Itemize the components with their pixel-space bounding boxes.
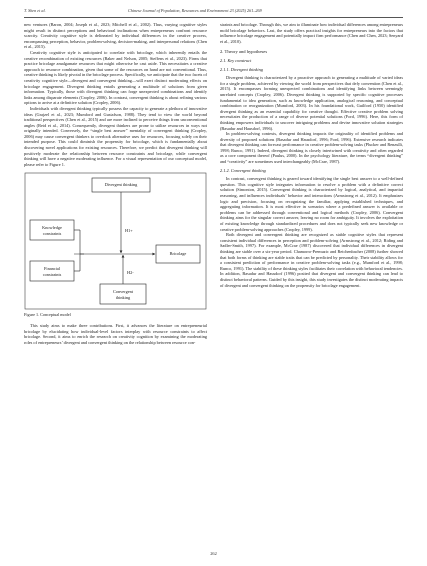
paragraph: Creativity cognitive style is anticipated to correlate with bricolage, which inherently entails the creative recombination of existing resources (Baker and Nelson, 2005; Steffens et al., 2023). Firms that practice bricolage amalgamate resources that might otherwise be cast aside. This necessitates a creative approach to resource combination, given that some of the resources on hand are not conventional. Thus, creative thinking is likely pivotal in the bricolage process. Specifically, we anticipate that the two facets of creativity cognitive style—divergent and convergent thinking—will exert distinct moderating effects on bricolage engagement. Divergent thinking entails generating a multitude of solutions from given information. Typically, those with divergent thinking can forge unexpected combinations and identify links among disparate elements (Cropley, 2006). In contrast, convergent thinking is about refining various options to arrive at a definitive solution (Cropley, 2006).	[24, 49, 207, 106]
paragraph: straints and bricolage. Through this, we aim to illuminate how individual differences among entrepreneurs mold bricolage behaviors. Last, the study offers practical insights for entrepreneurs into the factors that influence bricolage engagement and potentially impact firm performance (Chen and Chen, 2023; Senyard et al., 2010).	[220, 22, 403, 44]
subsubsection-heading: 2.1.1. Divergent thinking	[220, 66, 263, 72]
convergent-label-line1: Convergent	[113, 289, 133, 295]
conceptual-model-figure	[24, 172, 207, 310]
convergent-thinking-label	[100, 289, 146, 299]
running-header-journal: Chinese Journal of Population, Resources and Environment 23 (2025) 261–269	[128, 8, 262, 13]
right-column	[220, 22, 403, 288]
financial-label-line1: Financial	[44, 266, 60, 272]
subsubsection-heading: 2.1.2. Convergent thinking	[220, 167, 266, 173]
header-rule	[24, 17, 403, 18]
paragraph: Both divergent and convergent thinking are recognized as stable cognitive styles that represent consistent individual differences in perception and problem-solving (Armstrong et al., 2012; Riding and Sadler-Smith, 1997). For example, McCrae (1987) discovered that individual differences in divergent thinking are stable over a six-year period. Chamorro-Premuzic and Reichenbacher (2008) further showed that both forms of thinking are stable traits that can be predicted by personality. Their stability allows for a consistent prediction of performance in creative problem-solving tasks (e.g., Mumford et al., 1998; Runco, 1991). The stability of these thinking styles facilitates their correlation with behavioral tendencies. In addition, Basadur and Hausdorf (1996) posited that divergent and convergent thinking can lead to distinct behavioral patterns. Guided by this insight, this study investigates the distinct moderating impacts of divergent and convergent thinking on the propensity for bricolage engagement.	[220, 232, 403, 288]
paragraph: In contrast, convergent thinking is geared toward identifying the single best answer to a well-defined question. This cognitive style integrates information to resolve a problem with a definitive correct solution (Simonton, 2015). Convergent thinking is characterized by logical, analytical, and impartial reasoning, and influences individuals’ behavior and interactions (Armstrong et al., 2012). It emphasizes logic and precision, focusing on recognizing the familiar, applying established techniques, and aggregating information. It is most effective in scenarios where a predefined answer is available or problems can be addressed through conventional and logical methods (Cropley, 2006). Convergent thinking aims for the singular correct answer, leaving no room for ambiguity. It involves the exploitation of existing knowledge through standardized procedures and does not typically seek new knowledge or creative problem-solving approaches (Cropley, 1999).	[220, 176, 403, 232]
section-heading: 2. Theory and hypotheses	[220, 49, 268, 55]
page-number: 262	[210, 551, 217, 556]
paragraph: Individuals with divergent thinking typically possess the capacity to generate a plethora of innovative ideas (Grajzel et al., 2023; Mumford and Gustafson, 1988). They tend to view the world beyond traditional perspectives (Chen et al., 2015) and are more inclined to perceive things from unconventional angles (Reid et al., 2014). Consequently, divergent thinkers are prone to utilize resources in ways not originally intended. Conversely, the “single best answer” mentality of convergent thinking (Cropley, 2006) may cause convergent thinkers to overlook alternative uses for resources, focusing solely on their intended purpose. This could diminish the propensity for bricolage, which is fundamentally about discovering novel applications for existing resources. Therefore, we predict that divergent thinking will positively moderate the relationship between resource constraints and bricolage, while convergent thinking will have a negative moderating influence. For a visual representation of our conceptual model, please refer to Figure 1.	[24, 105, 207, 167]
financial-constraints-label	[30, 266, 74, 276]
paragraph: Divergent thinking is characterized by a proactive approach to generating a multitude of varied ideas for a single problem, achieved by viewing the world from perspectives that defy convention (Chen et al., 2015). It encompasses forming unexpected combinations and identifying links between seemingly unrelated concepts (Cropley, 2006). Divergent thinking is supported by specific cognitive processes fundamental to idea generation, such as knowledge application, analogical reasoning, and conceptual combination or reorganization (Mumford, 2003). In his foundational work, Guilford (1950) identified divergent thinking as an essential capability for creative thought. Effective creative problem solving necessitates the production of a range of diverse potential solutions (Ford, 1996). Here, this form of thinking empowers individuals to uncover intriguing problems and devise innovative solution strategies (Basadur and Hausdorf, 1996).	[220, 75, 403, 131]
knowledge-label-line2: constraints	[42, 230, 62, 236]
bricolage-label: Bricolage	[169, 251, 187, 257]
running-header-authors: T. Shen et al.	[24, 8, 46, 13]
convergent-label-line2: thinking	[115, 294, 131, 300]
figure-caption: Figure 1. Conceptual model	[24, 312, 71, 318]
h1-label: H1+	[125, 228, 133, 234]
left-column	[24, 22, 207, 345]
knowledge-constraints-label	[30, 225, 74, 235]
paragraph: new ventures (Baron, 2004; Joseph et al., 2023; Mitchell et al., 2002). Thus, varying cognitive styles might result in distinct perceptions and behavioral inclinations when entrepreneurs confront resource scarcity. Creativity cognitive style is delineated by individual differences in the creative process, encompassing perception, behavior, problem-solving, decision-making, and interpersonal relations (Chen et al., 2015).	[24, 22, 207, 50]
financial-label-line2: constraints	[42, 271, 62, 277]
subsection-heading: 2.1. Key construct	[220, 57, 252, 63]
knowledge-label-line1: Knowledge	[42, 225, 62, 231]
divergent-thinking-label: Divergent thinking	[104, 182, 138, 188]
paragraph: This study aims to make three contributions. First, it advances the literature on entrepreneurial bricolage by elucidating how individual-level factors interplay with resource constraints to affect bricolage. Second, it aims to enrich the research on creativity cognition by examining the moderating roles of entrepreneurs’ divergent and convergent thinking on the relationship between resource con-	[24, 323, 207, 345]
h2-label: H2-	[127, 270, 134, 276]
paragraph: In problem-solving contexts, divergent thinking impacts the originality of identified problems and diversity of proposed solutions (Basadur and Hausdorf, 1996; Ford, 1996). Extensive research indicates that divergent thinking can forecast performance in creative problem-solving tasks (Plucker and Renzulli, 1998; Runco, 1991). Indeed, divergent thinking is closely intertwined with creativity and often regarded as a core component thereof (Paulus, 2000). In the psychology literature, the terms “divergent thinking” and “creativity” are sometimes used interchangeably (McCrae, 1987).	[220, 131, 403, 165]
